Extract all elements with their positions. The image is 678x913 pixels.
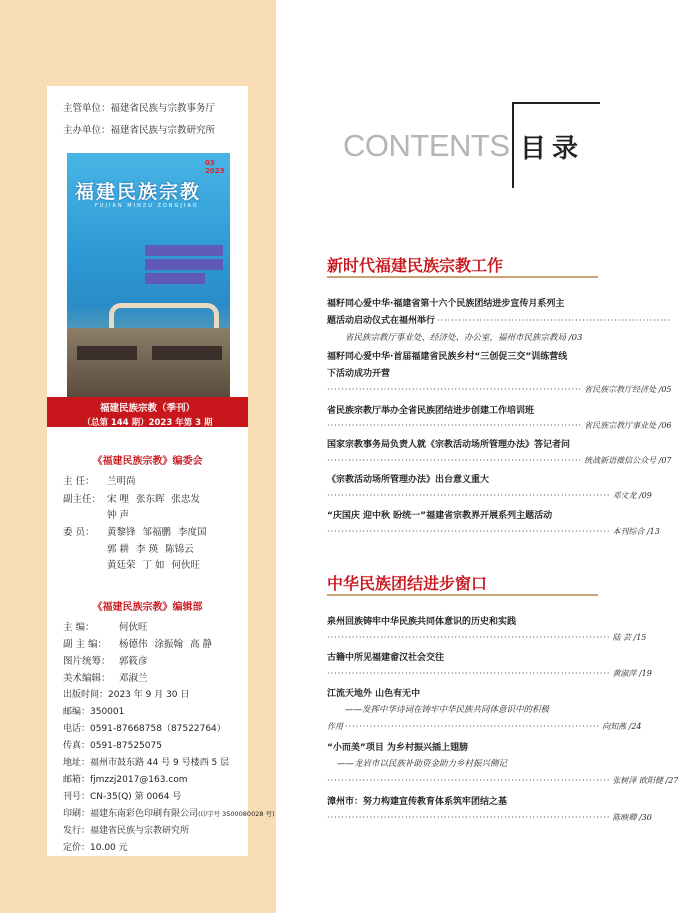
toc-entry: ········································································ 省民族宗教厅事业处 /06 [327,421,672,430]
committee-members: 委 员： 黄黎锋 邹福鹏 李度国 [63,527,207,538]
editor-in-chief: 主 编： 何伙旺 [63,622,148,633]
cover-subtitle: FUJIAN MINZU ZONGJIAO [95,203,199,209]
toc-entry-author: 省民族宗教厅事业处、经济处、办公室，福州市民族宗教局 /03 [345,333,583,343]
toc-entry: ················································································ 陆 芸 /15 [327,633,647,642]
email: 邮箱：fjmzzj2017@163.com [63,775,188,785]
toc-entry-title[interactable]: 江流天地外 山色有无中 [327,689,421,699]
contents-title-en: CONTENTS [343,128,510,163]
price: 定价：10.00 元 [63,843,128,853]
printer: 印刷：福建东南彩色印刷有限公司(印字号 3500080028 号) [63,809,275,819]
cover-title: 福建民族宗教 [75,181,202,203]
cover-roof [77,346,137,360]
supervisor-line: 主管单位：福建省民族与宗教事务厅 [63,103,216,114]
publication-date: 出版时间：2023 年 9 月 30 日 [63,690,190,700]
toc-entry-title[interactable]: 泉州回族铸牢中华民族共同体意识的历史和实践 [327,617,517,627]
postcode: 邮编：350001 [63,707,125,717]
toc-entry: ········································································ 统战新语微信公众号 /07 [327,456,672,465]
fax: 传真：0591-87525075 [63,741,162,751]
toc-entry-title[interactable]: 福籽同心爱中华·福建省第十六个民族团结进步宣传月系列主 [327,299,565,309]
photo-editor: 图片统筹： 郭筱彦 [63,656,148,667]
committee-director: 主 任： 兰明尚 [63,476,136,487]
section-rule [327,594,598,596]
toc-entry: ················································································ 陈映卿 /30 [327,813,652,822]
issn: 刊号：CN-35(Q) 第 0064 号 [63,792,182,802]
committee-members-2: 郭 耕 李 瑛 陈锦云 [107,544,194,555]
toc-entry: ········································································ 省民族宗教厅经济处 /05 [327,385,672,394]
organizer-line: 主办单位：福建省民族与宗教研究所 [63,125,216,136]
toc-entry-title[interactable]: 下活动成功开营 [327,369,391,379]
committee-deputies-2: 钟 声 [107,510,130,521]
toc-entry-title[interactable]: 漳州市：努力构建宣传教育体系筑牢团结之基 [327,797,508,807]
cover-hill [67,328,230,398]
section-title: 中华民族团结进步窗口 [327,574,488,593]
cover-label-box [145,245,223,256]
cover-roof [152,346,222,360]
toc-entry-title[interactable]: 《宗教活动场所管理办法》出台意义重大 [327,475,490,485]
address: 地址：福州市鼓东路 44 号 9 号楼西 5 层 [63,758,230,768]
section-rule [327,276,598,278]
toc-entry-title[interactable]: 福籽同心爱中华·首届福建省民族乡村“三创促三交”训练营线 [327,352,568,362]
toc-entry[interactable]: 题活动启动仪式在福州举行 ·································································· [327,316,671,326]
toc-entry-subtitle: ——发挥中华诗词在铸牢中华民族共同体意识中的积极 [345,705,550,715]
toc-entry-subtitle: ——龙岩市以民族补助资金助力乡村振兴侧记 [337,759,508,769]
toc-entry-title[interactable]: 国家宗教事务局负责人就《宗教活动场所管理办法》答记者问 [327,440,571,450]
toc-entry: ················································································ 本刊综合 /13 [327,527,660,536]
contents-title-zh: 目录 [520,134,585,164]
cover-issue: 03 2023 [205,159,225,175]
masthead-panel [47,86,275,856]
committee-deputies: 副主任： 宋 哩 张东晖 张忠发 [63,494,201,505]
masthead-bar [47,397,248,427]
header-vertical-rule [512,102,514,188]
toc-entry: ················································································ 黄淑萍 /19 [327,669,652,678]
committee-members-3: 黄廷荣 丁 如 何伙旺 [107,560,201,571]
toc-entry: ················································································ 邓文龙 /09 [327,491,652,500]
editorial-heading: 《福建民族宗教》编辑部 [92,602,203,613]
committee-heading: 《福建民族宗教》编委会 [92,456,203,467]
issue-line: （总第 144 期）2023 年第 3 期 [82,418,213,428]
journal-name: 福建民族宗教（季刊） [99,403,195,414]
toc-entry: 作用 ········································································ 向知燕 /24 [327,722,642,731]
phone: 电话：0591-87668758（87522764） [63,724,226,734]
toc-entry: ················································································ 张树泽 欧阳健 /27 [327,776,678,785]
cover-label-box [145,273,205,284]
toc-entry-title[interactable]: “小而美”项目 为乡村振兴插上翅膀 [327,743,468,753]
section-title: 新时代福建民族宗教工作 [327,256,504,275]
art-editor: 美术编辑： 邓淑兰 [63,673,148,684]
toc-entry-title[interactable]: “庆国庆 迎中秋 盼统一”福建省宗教界开展系列主题活动 [327,511,553,521]
header-horizontal-rule [512,102,600,104]
deputy-editors: 副 主 编： 杨德伟 涂振翰 高 静 [63,639,213,650]
toc-entry-title[interactable]: 省民族宗教厅举办全省民族团结进步创建工作培训班 [327,406,535,416]
cover-label-box [145,259,223,270]
cover-image [67,153,230,398]
distributor: 发行：福建省民族与宗教研究所 [63,826,190,836]
toc-entry-title[interactable]: 古籍中所见福建畲汉社会交往 [327,653,445,663]
